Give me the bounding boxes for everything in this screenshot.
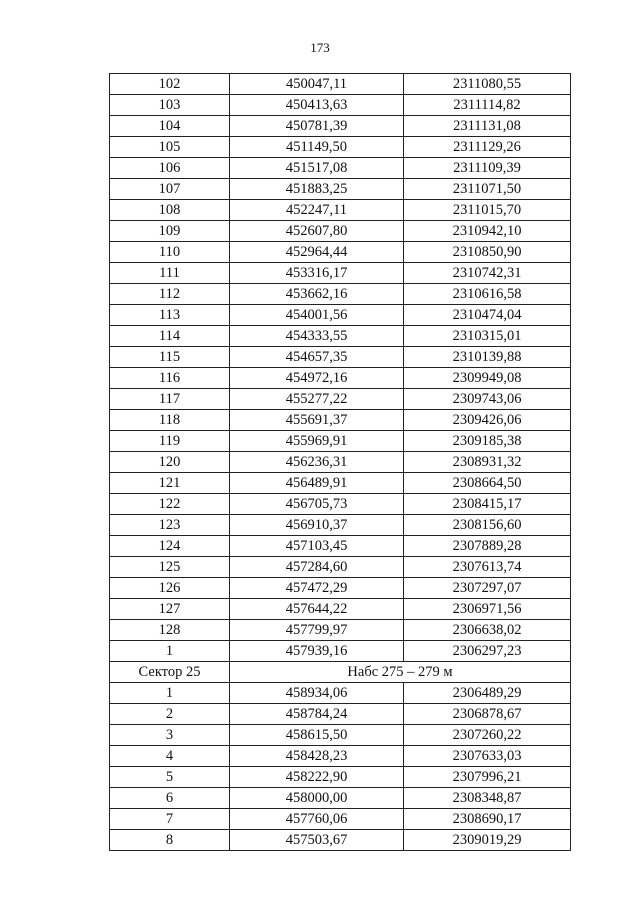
x-coordinate-cell: 455969,91 — [230, 431, 404, 452]
table-row — [110, 557, 571, 578]
x-coordinate-cell: 450047,11 — [230, 74, 404, 95]
point-number-cell: 123 — [110, 515, 230, 536]
sector-depth: Набс 275 – 279 м — [230, 662, 571, 683]
y-coordinate-cell: 2309949,08 — [404, 368, 571, 389]
y-coordinate-cell: 2307996,21 — [404, 767, 571, 788]
x-coordinate-cell: 458000,00 — [230, 788, 404, 809]
y-coordinate-cell: 2306297,23 — [404, 641, 571, 662]
y-coordinate-cell: 2306971,56 — [404, 599, 571, 620]
point-number-cell: 113 — [110, 305, 230, 326]
point-number-cell: 110 — [110, 242, 230, 263]
table-row — [110, 599, 571, 620]
y-coordinate-cell: 2310315,01 — [404, 326, 571, 347]
x-coordinate-cell: 457472,29 — [230, 578, 404, 599]
x-coordinate-cell: 451883,25 — [230, 179, 404, 200]
y-coordinate-cell: 2307613,74 — [404, 557, 571, 578]
point-number-cell: 118 — [110, 410, 230, 431]
x-coordinate-cell: 457799,97 — [230, 620, 404, 641]
x-coordinate-cell: 457760,06 — [230, 809, 404, 830]
point-number-cell: 116 — [110, 368, 230, 389]
table-row — [110, 431, 571, 452]
table-row — [110, 683, 571, 704]
x-coordinate-cell: 456236,31 — [230, 452, 404, 473]
x-coordinate-cell: 451149,50 — [230, 137, 404, 158]
point-number-cell: 112 — [110, 284, 230, 305]
point-number-cell: 1 — [110, 641, 230, 662]
point-number-cell: 105 — [110, 137, 230, 158]
point-number-cell: 119 — [110, 431, 230, 452]
table-row — [110, 620, 571, 641]
table-row — [110, 389, 571, 410]
x-coordinate-cell: 457503,67 — [230, 830, 404, 851]
table-row — [110, 221, 571, 242]
y-coordinate-cell: 2306489,29 — [404, 683, 571, 704]
y-coordinate-cell: 2309426,06 — [404, 410, 571, 431]
y-coordinate-cell: 2311114,82 — [404, 95, 571, 116]
y-coordinate-cell: 2308348,87 — [404, 788, 571, 809]
point-number-cell: 111 — [110, 263, 230, 284]
y-coordinate-cell: 2309019,29 — [404, 830, 571, 851]
point-number-cell: 128 — [110, 620, 230, 641]
table-row — [110, 473, 571, 494]
point-number-cell: 7 — [110, 809, 230, 830]
table-row — [110, 242, 571, 263]
point-number-cell: 125 — [110, 557, 230, 578]
y-coordinate-cell: 2311131,08 — [404, 116, 571, 137]
point-number-cell: 117 — [110, 389, 230, 410]
y-coordinate-cell: 2310616,58 — [404, 284, 571, 305]
table-row — [110, 788, 571, 809]
table-row — [110, 494, 571, 515]
x-coordinate-cell: 452964,44 — [230, 242, 404, 263]
point-number-cell: 4 — [110, 746, 230, 767]
x-coordinate-cell: 458428,23 — [230, 746, 404, 767]
point-number-cell: 103 — [110, 95, 230, 116]
y-coordinate-cell: 2308664,50 — [404, 473, 571, 494]
x-coordinate-cell: 456705,73 — [230, 494, 404, 515]
table-row — [110, 263, 571, 284]
coordinates-table — [109, 73, 571, 851]
x-coordinate-cell: 456489,91 — [230, 473, 404, 494]
table-row — [110, 746, 571, 767]
point-number-cell: 124 — [110, 536, 230, 557]
y-coordinate-cell: 2308931,32 — [404, 452, 571, 473]
table-row — [110, 767, 571, 788]
x-coordinate-cell: 457644,22 — [230, 599, 404, 620]
x-coordinate-cell: 456910,37 — [230, 515, 404, 536]
sector-label: Сектор 25 — [110, 662, 230, 683]
y-coordinate-cell: 2310474,04 — [404, 305, 571, 326]
point-number-cell: 1 — [110, 683, 230, 704]
y-coordinate-cell: 2307260,22 — [404, 725, 571, 746]
table-row — [110, 830, 571, 851]
point-number-cell: 121 — [110, 473, 230, 494]
y-coordinate-cell: 2311129,26 — [404, 137, 571, 158]
y-coordinate-cell: 2308156,60 — [404, 515, 571, 536]
table-row — [110, 578, 571, 599]
table-row — [110, 95, 571, 116]
table-row — [110, 809, 571, 830]
point-number-cell: 107 — [110, 179, 230, 200]
x-coordinate-cell: 457103,45 — [230, 536, 404, 557]
x-coordinate-cell: 453662,16 — [230, 284, 404, 305]
x-coordinate-cell: 454333,55 — [230, 326, 404, 347]
table-row — [110, 326, 571, 347]
table-row — [110, 452, 571, 473]
x-coordinate-cell: 452607,80 — [230, 221, 404, 242]
table-row — [110, 704, 571, 725]
x-coordinate-cell: 450413,63 — [230, 95, 404, 116]
table-row — [110, 641, 571, 662]
table-row — [110, 536, 571, 557]
point-number-cell: 104 — [110, 116, 230, 137]
y-coordinate-cell: 2306878,67 — [404, 704, 571, 725]
table-row — [110, 137, 571, 158]
table-body-after — [110, 683, 571, 851]
y-coordinate-cell: 2307633,03 — [404, 746, 571, 767]
y-coordinate-cell: 2310850,90 — [404, 242, 571, 263]
sector-row — [110, 662, 571, 683]
x-coordinate-cell: 458934,06 — [230, 683, 404, 704]
table-row — [110, 74, 571, 95]
y-coordinate-cell: 2311071,50 — [404, 179, 571, 200]
x-coordinate-cell: 452247,11 — [230, 200, 404, 221]
x-coordinate-cell: 451517,08 — [230, 158, 404, 179]
table-row — [110, 410, 571, 431]
table-row — [110, 305, 571, 326]
page-number: 173 — [310, 40, 330, 55]
sector-header — [110, 662, 571, 683]
y-coordinate-cell: 2310942,10 — [404, 221, 571, 242]
point-number-cell: 102 — [110, 74, 230, 95]
x-coordinate-cell: 454972,16 — [230, 368, 404, 389]
x-coordinate-cell: 457284,60 — [230, 557, 404, 578]
point-number-cell: 122 — [110, 494, 230, 515]
y-coordinate-cell: 2311015,70 — [404, 200, 571, 221]
y-coordinate-cell: 2308415,17 — [404, 494, 571, 515]
y-coordinate-cell: 2311109,39 — [404, 158, 571, 179]
x-coordinate-cell: 454657,35 — [230, 347, 404, 368]
point-number-cell: 108 — [110, 200, 230, 221]
point-number-cell: 5 — [110, 767, 230, 788]
table-row — [110, 179, 571, 200]
x-coordinate-cell: 458615,50 — [230, 725, 404, 746]
table-row — [110, 515, 571, 536]
point-number-cell: 114 — [110, 326, 230, 347]
table-row — [110, 116, 571, 137]
y-coordinate-cell: 2307297,07 — [404, 578, 571, 599]
point-number-cell: 106 — [110, 158, 230, 179]
y-coordinate-cell: 2310742,31 — [404, 263, 571, 284]
x-coordinate-cell: 455691,37 — [230, 410, 404, 431]
point-number-cell: 120 — [110, 452, 230, 473]
point-number-cell: 8 — [110, 830, 230, 851]
x-coordinate-cell: 455277,22 — [230, 389, 404, 410]
x-coordinate-cell: 458784,24 — [230, 704, 404, 725]
x-coordinate-cell: 458222,90 — [230, 767, 404, 788]
point-number-cell: 115 — [110, 347, 230, 368]
y-coordinate-cell: 2309185,38 — [404, 431, 571, 452]
x-coordinate-cell: 453316,17 — [230, 263, 404, 284]
x-coordinate-cell: 457939,16 — [230, 641, 404, 662]
table-row — [110, 725, 571, 746]
y-coordinate-cell: 2306638,02 — [404, 620, 571, 641]
y-coordinate-cell: 2308690,17 — [404, 809, 571, 830]
x-coordinate-cell: 450781,39 — [230, 116, 404, 137]
table-row — [110, 200, 571, 221]
table-row — [110, 347, 571, 368]
point-number-cell: 6 — [110, 788, 230, 809]
table-row — [110, 368, 571, 389]
y-coordinate-cell: 2311080,55 — [404, 74, 571, 95]
table-row — [110, 158, 571, 179]
table-body-before — [110, 74, 571, 662]
y-coordinate-cell: 2309743,06 — [404, 389, 571, 410]
point-number-cell: 109 — [110, 221, 230, 242]
y-coordinate-cell: 2310139,88 — [404, 347, 571, 368]
y-coordinate-cell: 2307889,28 — [404, 536, 571, 557]
point-number-cell: 2 — [110, 704, 230, 725]
table-row — [110, 284, 571, 305]
point-number-cell: 3 — [110, 725, 230, 746]
x-coordinate-cell: 454001,56 — [230, 305, 404, 326]
point-number-cell: 126 — [110, 578, 230, 599]
point-number-cell: 127 — [110, 599, 230, 620]
